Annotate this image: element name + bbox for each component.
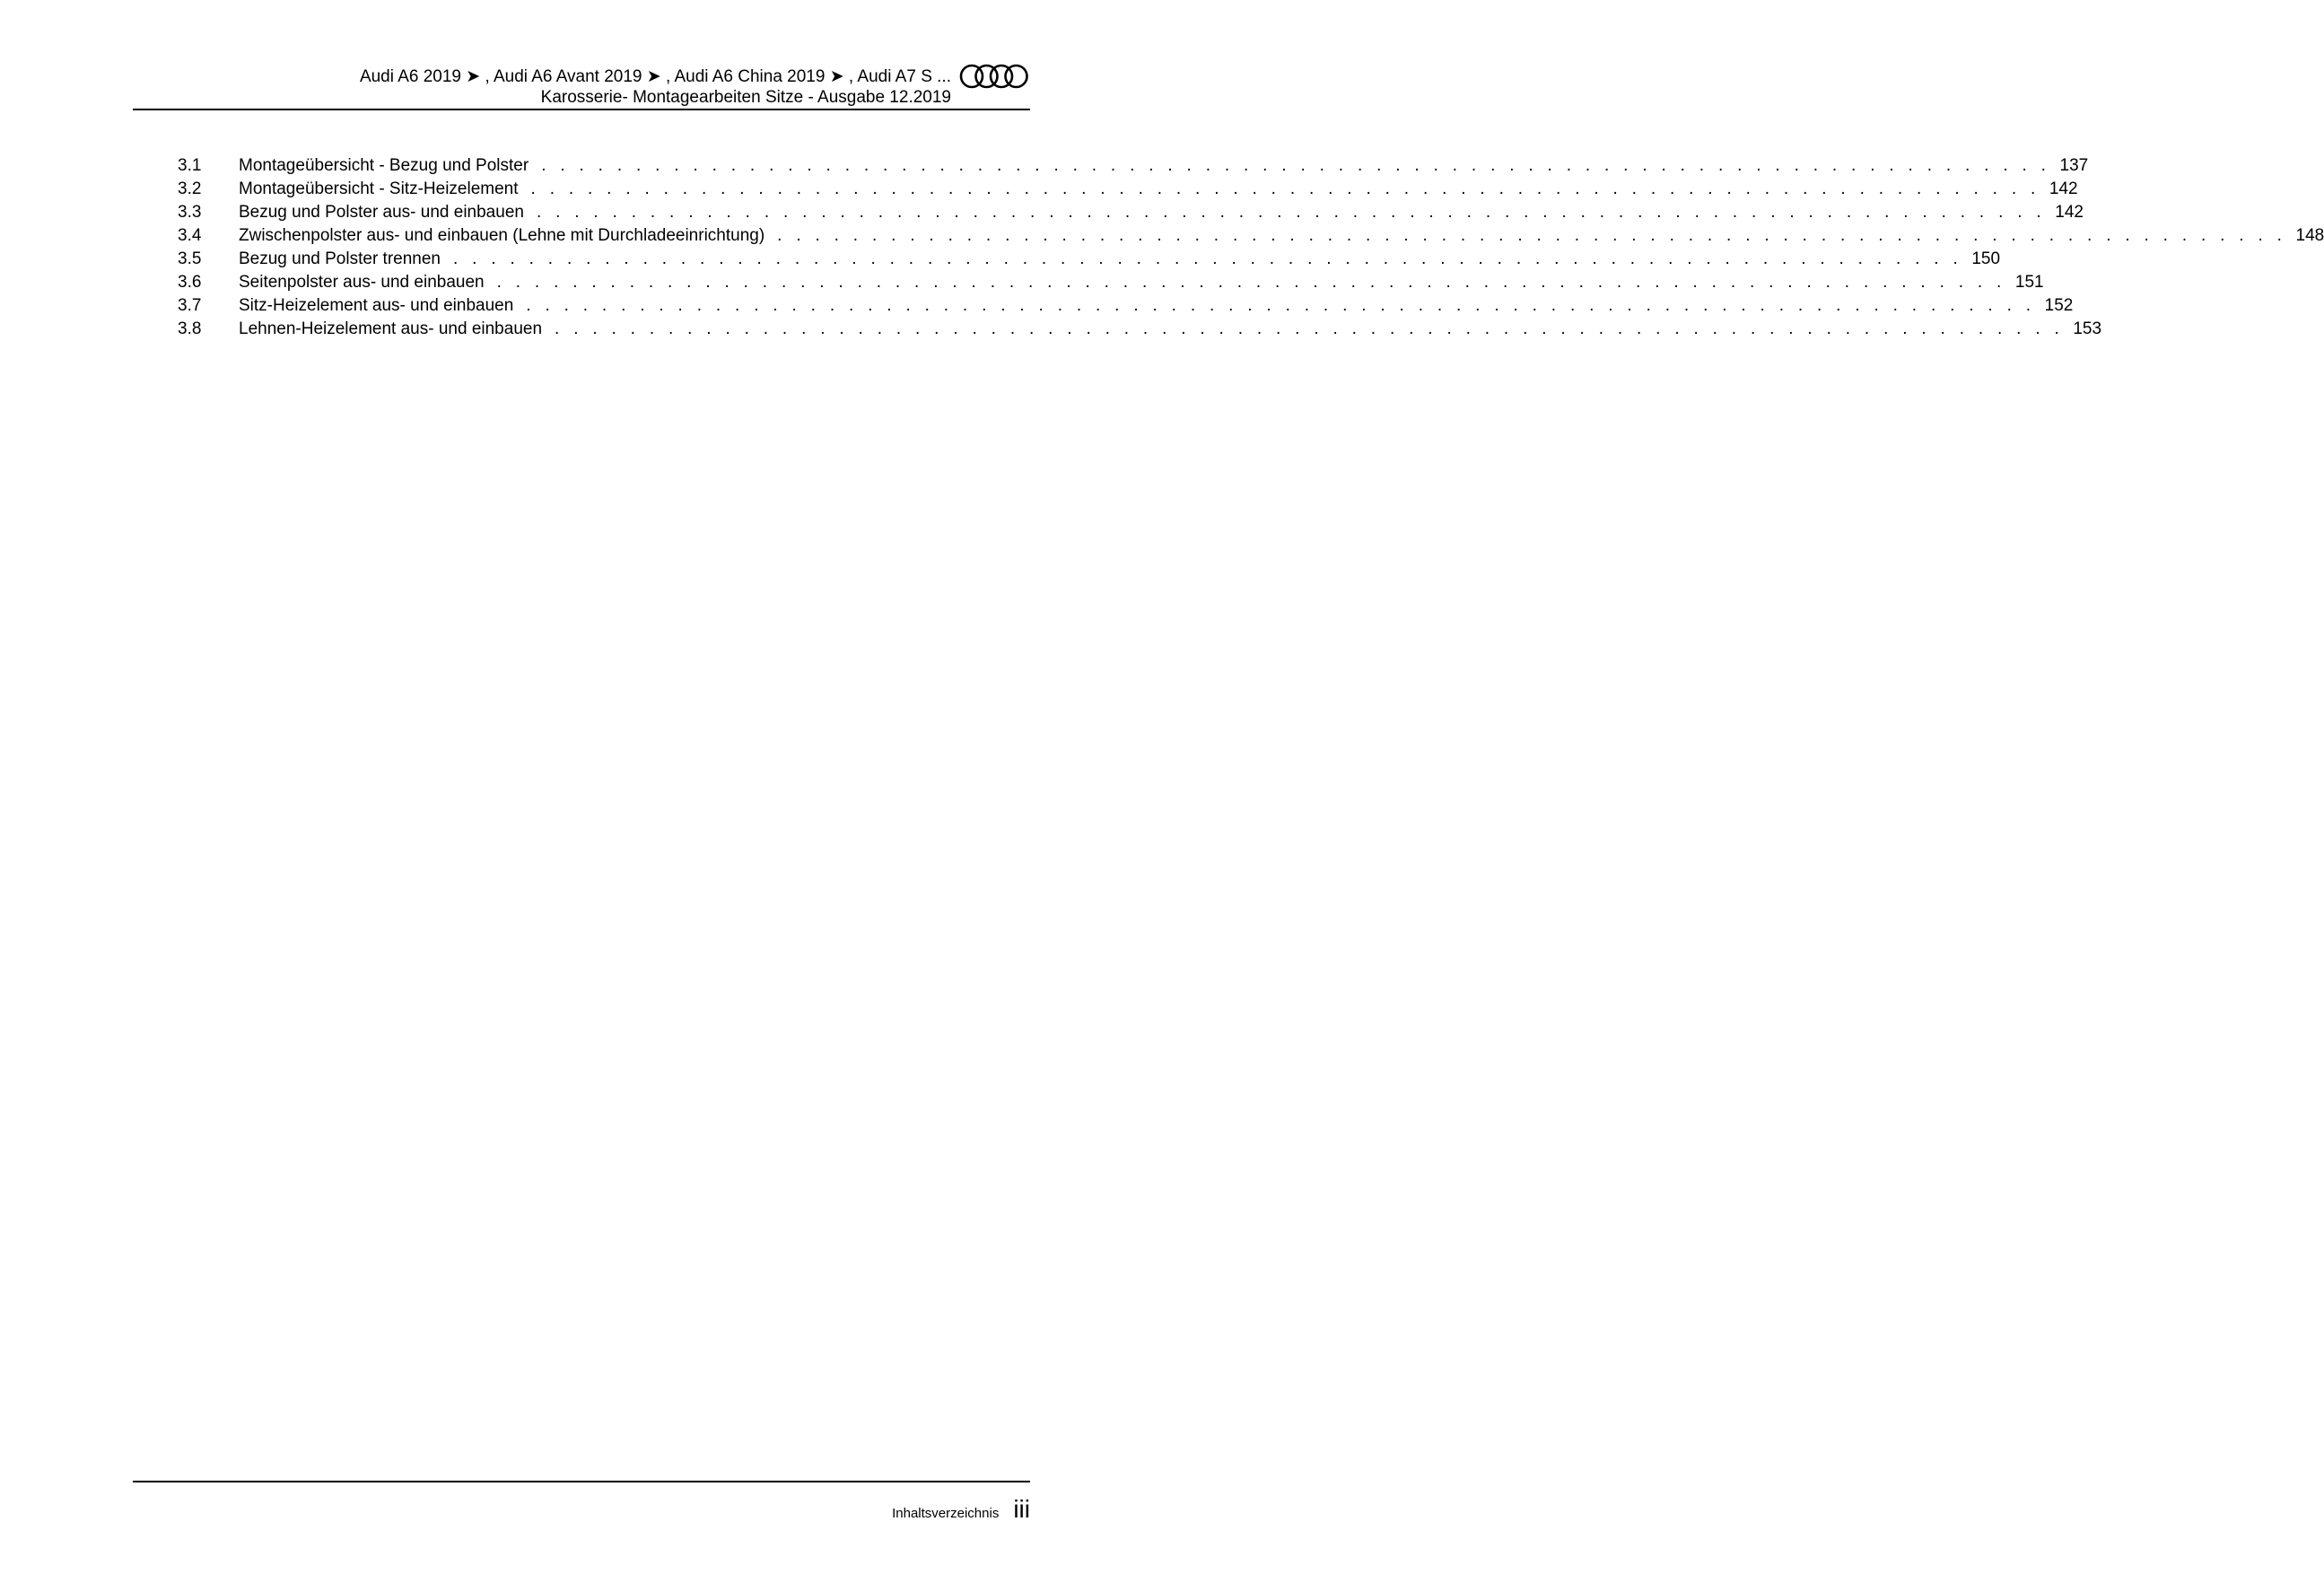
toc-entry-number: 3.5 bbox=[178, 249, 202, 268]
toc-entry-title[interactable]: Bezug und Polster aus- und einbauen bbox=[239, 203, 524, 222]
footer-section-label: Inhaltsverzeichnis bbox=[892, 1506, 1000, 1521]
toc-entry-number: 3.3 bbox=[178, 203, 202, 222]
toc-entry-page[interactable]: 137 bbox=[2059, 156, 2089, 175]
toc-entry-page[interactable]: 151 bbox=[2014, 273, 2044, 292]
toc-entry-title[interactable]: Sitz-Heizelement aus- und einbauen bbox=[239, 296, 514, 315]
toc-entry-title[interactable]: Lehnen-Heizelement aus- und einbauen bbox=[239, 319, 543, 338]
toc-entry[interactable] bbox=[178, 296, 2074, 319]
toc-entry-page[interactable]: 150 bbox=[1971, 249, 2001, 268]
toc-entry-page[interactable]: 148 bbox=[2295, 226, 2324, 245]
footer-divider bbox=[133, 1481, 1030, 1482]
toc-entry-page[interactable]: 142 bbox=[2055, 203, 2084, 222]
toc-dot-leader: . . . . . . . . . . . . . . . . . . . . . . . . . . . . . . . . . . . . . . . . . . . . . . . . . . . . . . . . . . . . . . . . . . . . . . . . . . . . . . . . bbox=[555, 319, 2065, 338]
header-vehicle-models: Audi A6 2019 ➤ , Audi A6 Avant 2019 ➤ , Audi A6 China 2019 ➤ , Audi A7 S ... bbox=[359, 67, 951, 86]
toc-entry[interactable] bbox=[178, 179, 2078, 203]
toc-entry-title[interactable]: Montageübersicht - Bezug und Polster bbox=[239, 156, 529, 175]
toc-entry-number: 3.6 bbox=[178, 273, 202, 292]
toc-entry-page[interactable]: 152 bbox=[2044, 296, 2074, 315]
toc-entry[interactable] bbox=[178, 203, 2084, 226]
toc-entry[interactable] bbox=[178, 249, 2001, 273]
toc-entry-title[interactable]: Zwischenpolster aus- und einbauen (Lehne mit Durchladeeinrichtung) bbox=[239, 226, 765, 245]
toc-entry-title[interactable]: Seitenpolster aus- und einbauen bbox=[239, 273, 485, 292]
toc-entry-number: 3.8 bbox=[178, 319, 202, 338]
toc-entry-title[interactable]: Montageübersicht - Sitz-Heizelement bbox=[239, 179, 519, 198]
toc-entry-title[interactable]: Bezug und Polster trennen bbox=[239, 249, 441, 268]
header-manual-title: Karosserie- Montagearbeiten Sitze - Ausgabe 12.2019 bbox=[540, 88, 951, 107]
toc-dot-leader: . . . . . . . . . . . . . . . . . . . . . . . . . . . . . . . . . . . . . . . . . . . . . . . . . . . . . . . . . . . . . . . . . . . . . . . . . . . . . . . . bbox=[777, 226, 2287, 245]
four-rings-logo-icon bbox=[958, 63, 1030, 90]
toc-entry[interactable] bbox=[178, 319, 2102, 343]
toc-entry-page[interactable]: 142 bbox=[2049, 179, 2078, 198]
toc-dot-leader: . . . . . . . . . . . . . . . . . . . . . . . . . . . . . . . . . . . . . . . . . . . . . . . . . . . . . . . . . . . . . . . . . . . . . . . . . . . . . . . . bbox=[536, 203, 2046, 222]
toc-dot-leader: . . . . . . . . . . . . . . . . . . . . . . . . . . . . . . . . . . . . . . . . . . . . . . . . . . . . . . . . . . . . . . . . . . . . . . . . . . . . . . . . bbox=[496, 273, 2006, 292]
toc-entry-number: 3.1 bbox=[178, 156, 202, 175]
toc-entry[interactable] bbox=[178, 156, 2089, 179]
toc-entry[interactable] bbox=[178, 273, 2044, 296]
toc-entry-page[interactable]: 153 bbox=[2073, 319, 2102, 338]
toc-dot-leader: . . . . . . . . . . . . . . . . . . . . . . . . . . . . . . . . . . . . . . . . . . . . . . . . . . . . . . . . . . . . . . . . . . . . . . . . . . . . . . . . bbox=[453, 249, 1963, 268]
toc-entry-number: 3.2 bbox=[178, 179, 202, 198]
footer-page-number: iii bbox=[1013, 1495, 1030, 1523]
toc-dot-leader: . . . . . . . . . . . . . . . . . . . . . . . . . . . . . . . . . . . . . . . . . . . . . . . . . . . . . . . . . . . . . . . . . . . . . . . . . . . . . . . . bbox=[526, 296, 2036, 315]
page-footer bbox=[892, 1495, 1030, 1524]
table-of-contents bbox=[178, 156, 2324, 343]
toc-entry[interactable] bbox=[178, 226, 2324, 249]
header-divider bbox=[133, 109, 1030, 110]
toc-entry-number: 3.7 bbox=[178, 296, 202, 315]
toc-entry-number: 3.4 bbox=[178, 226, 202, 245]
toc-dot-leader: . . . . . . . . . . . . . . . . . . . . . . . . . . . . . . . . . . . . . . . . . . . . . . . . . . . . . . . . . . . . . . . . . . . . . . . . . . . . . . . . bbox=[530, 179, 2040, 198]
toc-dot-leader: . . . . . . . . . . . . . . . . . . . . . . . . . . . . . . . . . . . . . . . . . . . . . . . . . . . . . . . . . . . . . . . . . . . . . . . . . . . . . . . . bbox=[541, 156, 2051, 175]
